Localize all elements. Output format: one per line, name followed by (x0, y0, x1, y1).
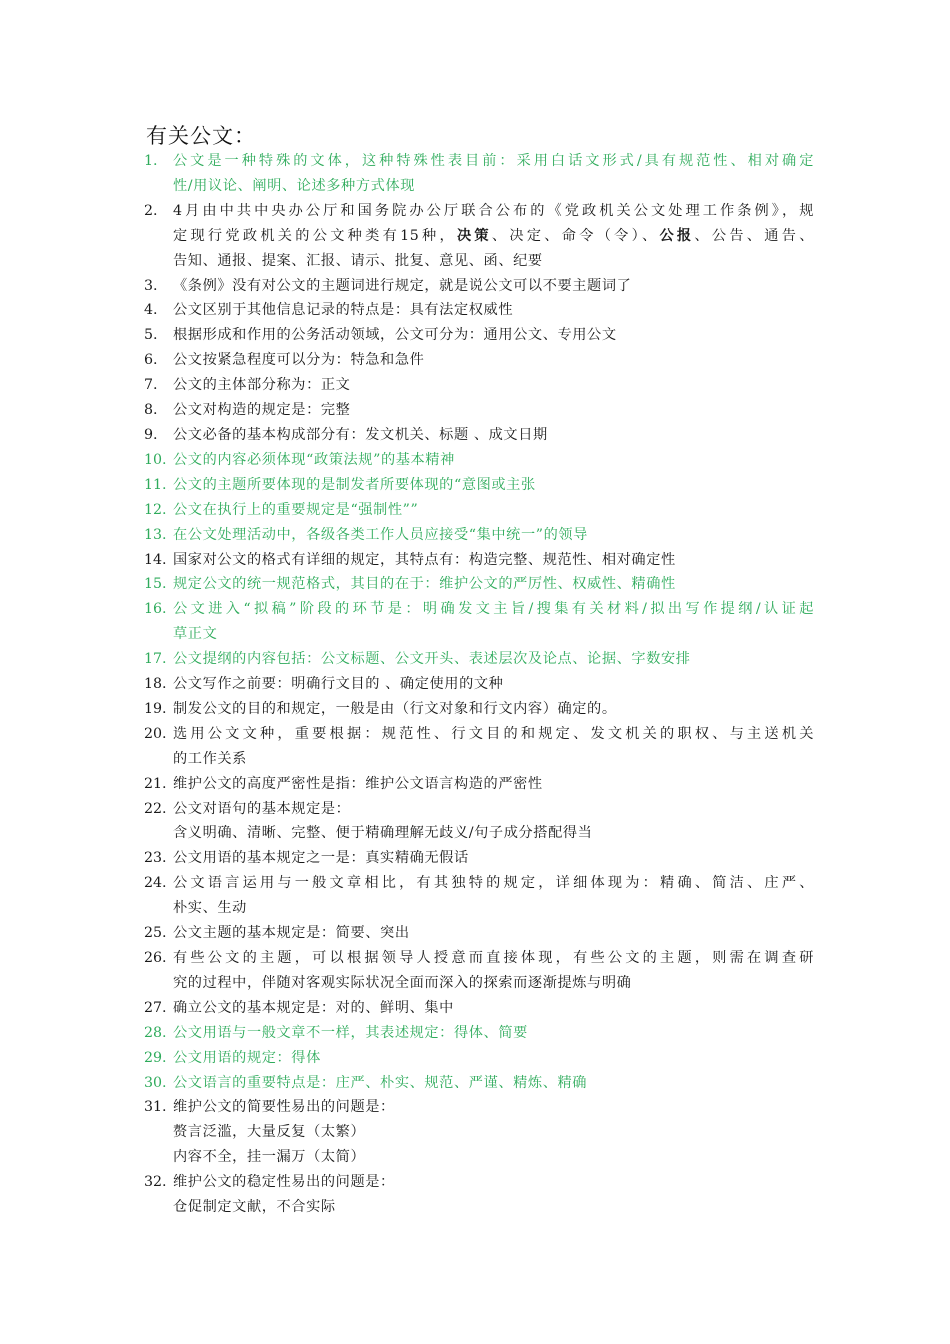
list-item (144, 274, 814, 299)
item-text-line: 公文用语与一般文章不一样，其表述规定：得体、简要 (173, 1024, 528, 1041)
list-item (144, 597, 814, 647)
item-text-line: 公文进入“拟稿”阶段的环节是：明确发文主旨/搜集有关材料/拟出写作提纲/认证起 (173, 601, 814, 618)
item-number: 5. (144, 327, 158, 344)
item-number: 4. (144, 302, 158, 319)
item-number: 31. (144, 1099, 167, 1116)
item-number: 19. (144, 700, 167, 717)
item-text-line: 公文在执行上的重要规定是“强制性”” (173, 501, 419, 518)
item-text-line: 公文语言运用与一般文章相比，有其独特的规定，详细体现为：精确、简洁、庄严、 (173, 875, 814, 892)
item-text-line: 公文对语句的基本规定是： (173, 800, 351, 817)
item-text-line: 公文区别于其他信息记录的特点是：具有法定权威性 (173, 302, 514, 319)
list-item (144, 298, 814, 323)
item-text-line: 仓促制定文献，不合实际 (173, 1199, 336, 1216)
text-segment: 告知、通报、提案、汇报、请示、批复、意见、函、纪要 (173, 252, 543, 269)
item-number: 26. (144, 950, 167, 966)
list-item (144, 498, 814, 523)
item-text-line: 草正文 (173, 626, 218, 643)
item-text-line (173, 199, 814, 224)
item-number: 25. (144, 925, 167, 942)
item-text-line: 公文用语的基本规定之一是：真实精确无假话 (173, 850, 469, 867)
item-text-line: 有些公文的主题，可以根据领导人授意而直接体现，有些公文的主题，则需在调查研 (173, 950, 814, 966)
item-text-line: 公文的内容必须体现“政策法规”的基本精神 (173, 451, 455, 468)
list-item (144, 348, 814, 373)
item-text-line: 在公文处理活动中，各级各类工作人员应接受“集中统一”的领导 (173, 526, 588, 543)
list-item (144, 772, 814, 797)
list-item (144, 473, 814, 498)
item-number: 9. (144, 426, 158, 443)
list-item (144, 946, 814, 996)
item-number: 1. (144, 153, 158, 169)
item-text-line: 维护公文的稳定性易出的问题是： (173, 1174, 395, 1191)
item-text-line: 公文主题的基本规定是：简要、突出 (173, 925, 410, 942)
numbered-list (144, 149, 814, 1220)
item-text-line: 国家对公文的格式有详细的规定，其特点有：构造完整、规范性、相对确定性 (173, 551, 676, 568)
item-text-line: 赘言泛滥，大量反复（太繁） (173, 1124, 366, 1141)
text-segment: 定现行党政机关的公文种类有15种， (173, 227, 457, 244)
list-item (144, 373, 814, 398)
item-text-line: 公文是一种特殊的文体，这种特殊性表目前：采用白话文形式/具有规范性、相对确定 (173, 153, 814, 169)
item-text-line (173, 249, 814, 274)
item-number: 10. (144, 451, 167, 468)
item-text-line: 确立公文的基本规定是：对的、鲜明、集中 (173, 999, 454, 1016)
item-text-line (173, 224, 814, 249)
item-text-line: 公文的主体部分称为：正文 (173, 377, 351, 394)
item-number: 27. (144, 999, 167, 1016)
item-text-line: 《条例》没有对公文的主题词进行规定，就是说公文可以不要主题词了 (173, 277, 632, 294)
item-number: 11. (144, 476, 167, 493)
item-text-line: 含义明确、清晰、完整、便于精确理解无歧义/句子成分搭配得当 (173, 825, 593, 842)
text-segment: 、公告、通告、 (694, 227, 814, 244)
list-item (144, 921, 814, 946)
item-number: 16. (144, 601, 167, 618)
item-number: 8. (144, 402, 158, 419)
list-item (144, 722, 814, 772)
item-number: 23. (144, 850, 167, 867)
item-text-line: 的工作关系 (173, 750, 247, 767)
item-number: 29. (144, 1049, 167, 1066)
list-item (144, 423, 814, 448)
item-number: 6. (144, 352, 158, 369)
document-title: 有关公文： (146, 124, 256, 148)
list-item (144, 199, 814, 274)
item-text-line: 朴实、生动 (173, 900, 247, 917)
text-segment: 、决定、命令（令）、 (491, 227, 660, 244)
list-item (144, 398, 814, 423)
item-text-line: 维护公文的高度严密性是指：维护公文语言构造的严密性 (173, 775, 543, 792)
list-item (144, 1170, 814, 1220)
item-text-line: 内容不全，挂一漏万（太简） (173, 1149, 366, 1166)
item-number: 2. (144, 202, 158, 219)
list-item (144, 996, 814, 1021)
item-text-line: 公文按紧急程度可以分为：特急和急件 (173, 352, 425, 369)
item-text-line: 制发公文的目的和规定，一般是由（行文对象和行文内容）确定的。 (173, 700, 617, 717)
item-number: 21. (144, 775, 167, 792)
item-text-line: 公文用语的规定：得体 (173, 1049, 321, 1066)
list-item (144, 1046, 814, 1071)
item-number: 22. (144, 800, 167, 817)
item-text-line: 公文必备的基本构成部分有：发文机关、标题 、成文日期 (173, 426, 548, 443)
item-number: 32. (144, 1174, 167, 1191)
item-text-line: 公文语言的重要特点是：庄严、朴实、规范、严谨、精炼、精确 (173, 1074, 588, 1091)
item-text-line: 维护公文的简要性易出的问题是： (173, 1099, 395, 1116)
item-text-line: 根据形成和作用的公务活动领域，公文可分为：通用公文、专用公文 (173, 327, 617, 344)
item-text-line: 公文的主题所要体现的是制发者所要体现的“意图或主张 (173, 476, 536, 493)
item-number: 24. (144, 875, 167, 892)
list-item (144, 1095, 814, 1170)
list-item (144, 1071, 814, 1096)
list-item (144, 797, 814, 847)
list-item (144, 672, 814, 697)
item-text-line: 究的过程中，伴随对客观实际状况全面而深入的探索而逐渐提炼与明确 (173, 974, 632, 991)
item-text-line: 性/用议论、阐明、论述多种方式体现 (173, 177, 415, 194)
list-item (144, 448, 814, 473)
list-item (144, 647, 814, 672)
item-number: 15. (144, 576, 167, 593)
bold-term: 决策 (456, 227, 492, 244)
item-number: 13. (144, 526, 167, 543)
item-text-line: 公文写作之前要：明确行文目的 、确定使用的文种 (173, 676, 504, 693)
item-number: 28. (144, 1024, 167, 1041)
item-text-line: 选用公文文种，重要根据：规范性、行文目的和规定、发文机关的职权、与主送机关 (173, 725, 814, 742)
list-item (144, 871, 814, 921)
text-segment: 4月由中共中央办公厅和国务院办公厅联合公布的《党政机关公文处理工作条例》，规 (173, 202, 814, 219)
list-item (144, 572, 814, 597)
item-number: 30. (144, 1074, 167, 1091)
item-text-line: 公文提纲的内容包括：公文标题、公文开头、表述层次及论点、论据、字数安排 (173, 651, 691, 668)
item-text-line: 规定公文的统一规范格式，其目的在于：维护公文的严厉性、权威性、精确性 (173, 576, 676, 593)
item-number: 3. (144, 277, 158, 294)
item-number: 14. (144, 551, 167, 568)
item-number: 20. (144, 725, 167, 742)
item-number: 17. (144, 651, 167, 668)
item-number: 18. (144, 676, 167, 693)
list-item (144, 149, 814, 199)
item-number: 7. (144, 377, 158, 394)
item-text-line: 公文对构造的规定是：完整 (173, 402, 351, 419)
list-item (144, 1021, 814, 1046)
bold-term: 公报 (659, 227, 695, 244)
list-item (144, 846, 814, 871)
list-item (144, 323, 814, 348)
list-item (144, 697, 814, 722)
list-item (144, 523, 814, 548)
item-number: 12. (144, 501, 167, 518)
list-item (144, 548, 814, 573)
